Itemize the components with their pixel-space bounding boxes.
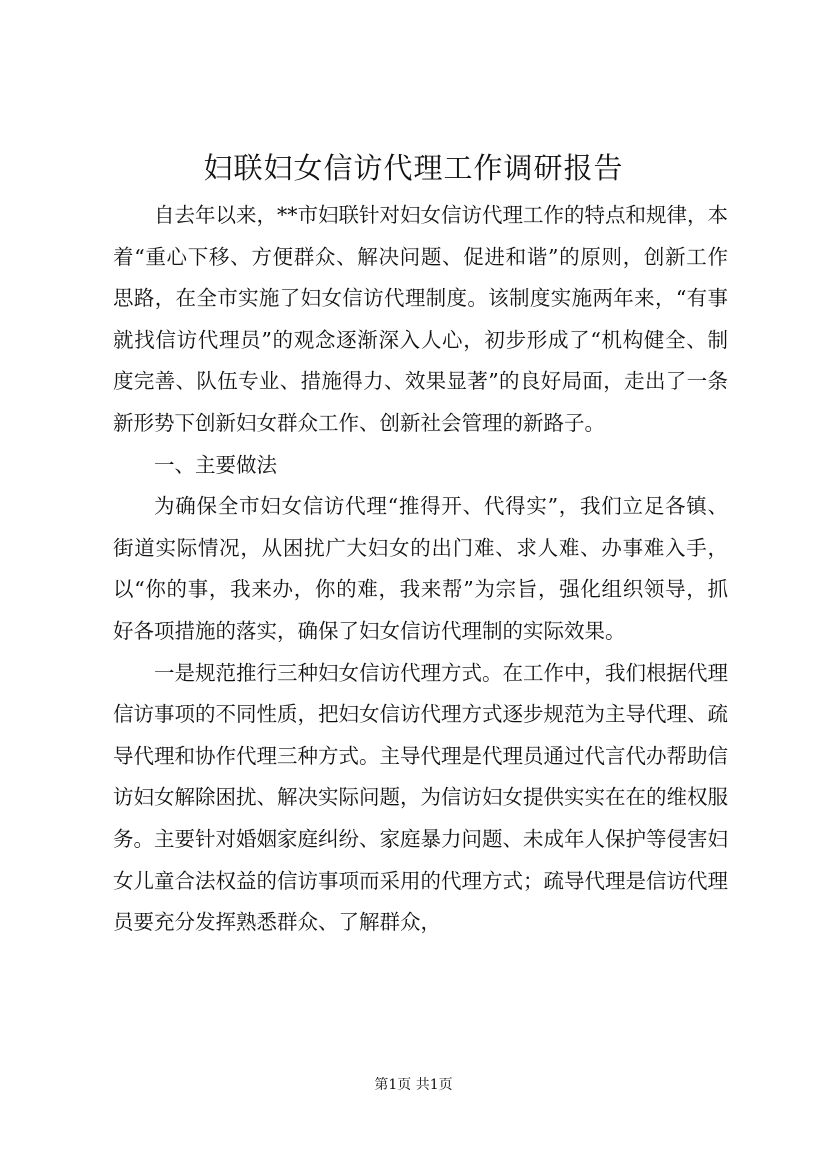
document-title: 妇联妇女信访代理工作调研报告 xyxy=(203,151,624,185)
section-heading-main-practices: 一、主要做法 xyxy=(154,452,277,477)
page-footer: 第1页 共1页 xyxy=(374,1077,453,1093)
document-body xyxy=(113,195,728,944)
paragraph-three-methods: 一是规范推行三种妇女信访代理方式。在工作中，我们根据代理信访事项的不同性质，把妇女信访代理方式逐步规范为主导代理、疏导代理和协作代理三种方式。主导代理是代理员通过代言代办帮助信访妇女解除困扰、解决实际问题，为信访妇女提供实实在在的维权服务。主要针对婚姻家庭纠纷、家庭暴力问题、未成年人保护等侵害妇女儿童合法权益的信访事项而采用的代理方式；疏导代理是信访代理员要充分发挥熟悉群众、了解群众， xyxy=(113,660,728,935)
paragraph-intro: 自去年以来，**市妇联针对妇女信访代理工作的特点和规律，本着“重心下移、方便群众、解决问题、促进和谐”的原则，创新工作思路，在全市实施了妇女信访代理制度。该制度实施两年来，“有事就找信访代理员”的观念逐渐深入人心，初步形成了“机构健全、制度完善、队伍专业、措施得力、效果显著”的良好局面，走出了一条新形势下创新妇女群众工作、创新社会管理的新路子。 xyxy=(113,203,728,435)
paragraph-practices-overview: 为确保全市妇女信访代理“推得开、代得实”，我们立足各镇、街道实际情况，从困扰广大妇女的出门难、求人难、办事难入手，以“你的事，我来办，你的难，我来帮”为宗旨，强化组织领导，抓好各项措施的落实，确保了妇女信访代理制的实际效果。 xyxy=(113,494,728,643)
